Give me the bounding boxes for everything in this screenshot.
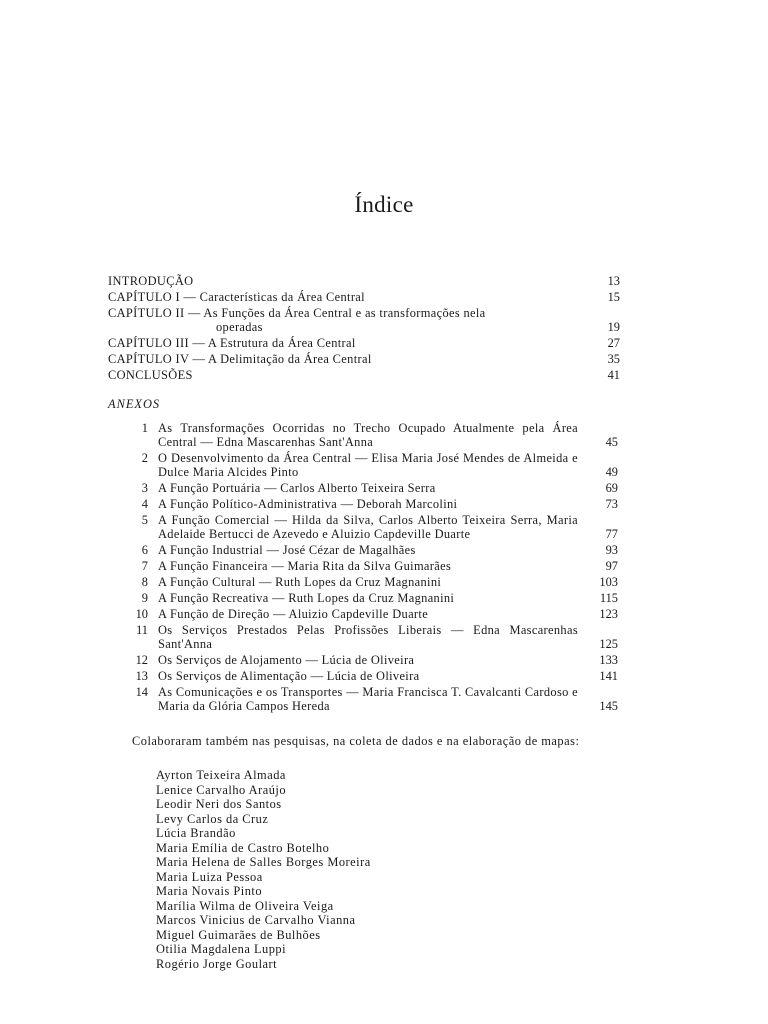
annex-page: 125: [599, 637, 618, 651]
toc-entry[interactable]: [108, 336, 620, 350]
annex-title: Os Serviços Prestados Pelas Profissões Liberais — Edna Mascarenhas Sant'Anna: [158, 623, 578, 651]
collaborator-name: Rogério Jorge Goulart: [156, 956, 278, 971]
collaborator-name: Maria Luiza Pessoa: [156, 869, 263, 884]
annex-entry[interactable]: [128, 575, 618, 589]
annex-page: 103: [599, 575, 618, 589]
annex-page: 45: [605, 435, 618, 449]
annex-title: Os Serviços de Alimentação — Lúcia de Oliveira: [158, 669, 420, 683]
annex-entry[interactable]: [128, 653, 618, 667]
annex-page: 123: [599, 607, 618, 621]
annex-number: 4: [141, 497, 148, 511]
toc-entry[interactable]: [108, 352, 620, 366]
collaborator-name: Miguel Guimarães de Bulhões: [156, 927, 321, 942]
annex-entry[interactable]: [128, 591, 618, 605]
toc-entry-page: 19: [607, 320, 620, 334]
annex-title: As Transformações Ocorridas no Trecho Ocupado Atualmente pela Área Central — Edna Mascarenhas Sant'Anna: [158, 421, 578, 449]
annex-page: 93: [605, 543, 618, 557]
annex-page: 73: [605, 497, 618, 511]
toc-entry[interactable]: [108, 274, 620, 288]
annex-number: 1: [141, 421, 148, 435]
toc-entry[interactable]: [108, 306, 620, 334]
annex-number: 11: [136, 623, 148, 637]
toc-entry-title: CONCLUSÕES: [108, 368, 193, 382]
annex-title: A Função Portuária — Carlos Alberto Teixeira Serra: [158, 481, 436, 495]
annex-title: As Comunicações e os Transportes — Maria Francisca T. Cavalcanti Cardoso e Maria da Glória Campos Hereda: [158, 685, 578, 713]
collaborator-name: Lenice Carvalho Araújo: [156, 782, 287, 797]
annex-page: 49: [605, 465, 618, 479]
annex-entry[interactable]: [128, 513, 618, 541]
annex-page: 97: [605, 559, 618, 573]
annex-number: 6: [141, 543, 148, 557]
collaborator-name: Maria Emília de Castro Botelho: [156, 840, 330, 855]
annex-number: 3: [141, 481, 148, 495]
annex-number: 5: [141, 513, 148, 527]
annex-page: 145: [599, 699, 618, 713]
annex-entry[interactable]: [128, 451, 618, 479]
annexes-heading: ANEXOS: [108, 397, 161, 411]
annex-entry[interactable]: [128, 481, 618, 495]
collaborator-name: Marcos Vinicius de Carvalho Vianna: [156, 913, 356, 927]
annex-entry[interactable]: [128, 559, 618, 573]
annex-number: 13: [135, 669, 148, 683]
toc-entry-page: 15: [607, 290, 620, 304]
annex-title: A Função de Direção — Aluizio Capdeville Duarte: [158, 607, 429, 621]
collaborator-name: Ayrton Teixeira Almada: [156, 768, 286, 782]
annex-page: 141: [599, 669, 618, 683]
collaborator-name: Maria Novais Pinto: [156, 884, 263, 898]
annex-title: A Função Industrial — José Cézar de Magalhães: [158, 543, 416, 557]
toc-entry-title: CAPÍTULO I — Características da Área Central: [108, 290, 365, 304]
toc-entry-title: INTRODUÇÃO: [108, 274, 194, 288]
annex-number: 8: [141, 575, 148, 589]
annex-entry[interactable]: [128, 421, 618, 449]
toc-entry-title: [108, 306, 592, 334]
annex-title: A Função Político-Administrativa — Deborah Marcolini: [158, 497, 458, 511]
annex-number: 12: [135, 653, 148, 667]
annex-title: A Função Recreativa — Ruth Lopes da Cruz Magnanini: [158, 591, 455, 605]
annex-number: 10: [135, 607, 148, 621]
annex-page: 69: [605, 481, 618, 495]
collaborator-name: Levy Carlos da Cruz: [156, 811, 269, 826]
annex-list: [128, 421, 618, 715]
page-title: Índice: [354, 192, 414, 217]
toc-entry[interactable]: [108, 290, 620, 304]
toc-entry-page: 35: [607, 352, 620, 366]
collaborators-list: [156, 768, 371, 971]
toc-entry-title-line: CAPÍTULO II — As Funções da Área Central e as transformações nela: [108, 306, 486, 320]
annex-title: O Desenvolvimento da Área Central — Elisa Maria José Mendes de Almeida e Dulce Maria Alcides Pinto: [158, 451, 578, 479]
annex-entry[interactable]: [128, 543, 618, 557]
collaborators-intro: Colaboraram também nas pesquisas, na coleta de dados e na elaboração de mapas:: [132, 734, 580, 748]
toc-entry-page: 27: [607, 336, 620, 350]
toc-entry-title: CAPÍTULO III — A Estrutura da Área Central: [108, 336, 356, 350]
toc-entry[interactable]: [108, 368, 620, 382]
annex-number: 2: [141, 451, 148, 465]
collaborator-name: Leodir Neri dos Santos: [156, 797, 282, 811]
annex-entry[interactable]: [128, 497, 618, 511]
annex-page: 77: [605, 527, 618, 541]
annex-title: A Função Comercial — Hilda da Silva, Carlos Alberto Teixeira Serra, Maria Adelaide Bertucci de Azevedo e Aluizio Capdeville Duarte: [158, 513, 578, 541]
annex-page: 115: [599, 591, 618, 605]
annex-title: A Função Cultural — Ruth Lopes da Cruz Magnanini: [158, 575, 442, 589]
chapter-list: [108, 274, 620, 384]
collaborator-name: Lúcia Brandão: [156, 826, 236, 840]
annex-entry[interactable]: [128, 685, 618, 713]
annex-number: 7: [141, 559, 148, 573]
annex-entry[interactable]: [128, 623, 618, 651]
annex-title: A Função Financeira — Maria Rita da Silva Guimarães: [158, 559, 452, 573]
annex-title: Os Serviços de Alojamento — Lúcia de Oliveira: [158, 653, 415, 667]
toc-entry-page: 41: [607, 368, 620, 382]
annex-entry[interactable]: [128, 669, 618, 683]
annex-number: 14: [135, 685, 148, 699]
annex-page: 133: [599, 653, 618, 667]
annex-number: 9: [141, 591, 148, 605]
collaborator-name: Otilia Magdalena Luppi: [156, 942, 287, 956]
collaborator-name: Maria Helena de Salles Borges Moreira: [156, 855, 371, 869]
toc-entry-title-continuation: operadas: [216, 320, 263, 334]
toc-entry-title: CAPÍTULO IV — A Delimitação da Área Central: [108, 352, 372, 366]
toc-entry-page: 13: [607, 274, 620, 288]
collaborator-name: Marília Wilma de Oliveira Veiga: [156, 898, 334, 913]
annex-entry[interactable]: [128, 607, 618, 621]
